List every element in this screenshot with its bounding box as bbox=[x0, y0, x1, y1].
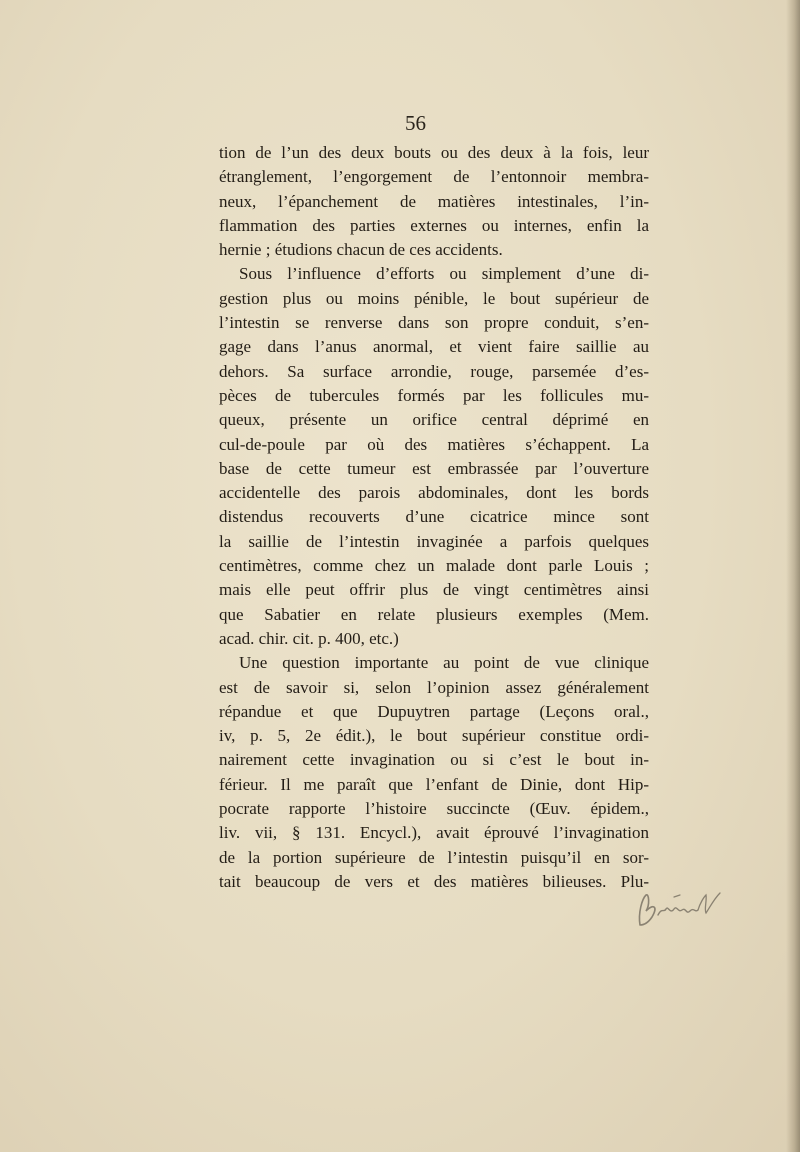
text-line: répandue et que Dupuytren partage (Leçons oral., bbox=[219, 701, 649, 721]
page-edge-shadow bbox=[786, 0, 800, 1152]
text-line: neux, l’épanchement de matières intestinales, l’in- bbox=[219, 191, 649, 211]
text-line: de la portion supérieure de l’intestin puisqu’il en sor- bbox=[219, 847, 649, 867]
text-line: est de savoir si, selon l’opinion assez généralement bbox=[219, 677, 649, 697]
text-line: accidentelle des parois abdominales, dont les bords bbox=[219, 483, 649, 503]
text-line: iv, p. 5, 2e édit.), le bout supérieur constitue ordi- bbox=[219, 726, 649, 746]
text-line: cul-de-poule par où des matières s’échappent. La bbox=[219, 434, 649, 454]
handwritten-signature bbox=[634, 885, 730, 935]
paragraph-start-line: Sous l’influence d’efforts ou simplement d’une di- bbox=[239, 264, 649, 284]
text-line: gage dans l’anus anormal, et vient faire saillie au bbox=[219, 337, 649, 357]
text-line: dehors. Sa surface arrondie, rouge, parsemée d’es- bbox=[219, 361, 649, 381]
text-line: hernie ; étudions chacun de ces accidents. bbox=[219, 240, 503, 260]
text-line: pocrate rapporte l’histoire succincte (Œuv. épidem., bbox=[219, 799, 649, 819]
text-line: centimètres, comme chez un malade dont parle Louis ; bbox=[219, 556, 649, 576]
text-line: la saillie de l’intestin invaginée a parfois quelques bbox=[219, 531, 649, 551]
text-line: tion de l’un des deux bouts ou des deux à la fois, leur bbox=[219, 143, 649, 162]
text-line: tait beaucoup de vers et des matières bilieuses. Plu- bbox=[219, 871, 649, 891]
text-line: étranglement, l’engorgement de l’entonnoir membra- bbox=[219, 167, 649, 187]
text-line: base de cette tumeur est embrassée par l’ouverture bbox=[219, 458, 649, 478]
text-line: liv. vii, § 131. Encycl.), avait éprouvé l’invagination bbox=[219, 823, 649, 843]
text-line: nairement cette invagination ou si c’est le bout in- bbox=[219, 750, 649, 770]
text-line: acad. chir. cit. p. 400, etc.) bbox=[219, 628, 399, 648]
text-line: gestion plus ou moins pénible, le bout supérieur de bbox=[219, 288, 649, 308]
text-line: l’intestin se renverse dans son propre conduit, s’en- bbox=[219, 313, 649, 333]
text-line: queux, présente un orifice central déprimé en bbox=[219, 410, 649, 430]
body-text bbox=[219, 141, 649, 894]
text-line: que Sabatier en relate plusieurs exemples (Mem. bbox=[219, 604, 649, 624]
text-line: distendus recouverts d’une cicatrice mince sont bbox=[219, 507, 649, 527]
text-line: férieur. Il me paraît que l’enfant de Dinie, dont Hip- bbox=[219, 774, 649, 794]
text-line: flammation des parties externes ou internes, enfin la bbox=[219, 215, 649, 235]
paragraph-start-line: Une question importante au point de vue clinique bbox=[239, 653, 649, 673]
text-line: pèces de tubercules formés par les follicules mu- bbox=[219, 385, 649, 405]
text-line: mais elle peut offrir plus de vingt centimètres ainsi bbox=[219, 580, 649, 600]
page-number: 56 bbox=[405, 111, 426, 135]
